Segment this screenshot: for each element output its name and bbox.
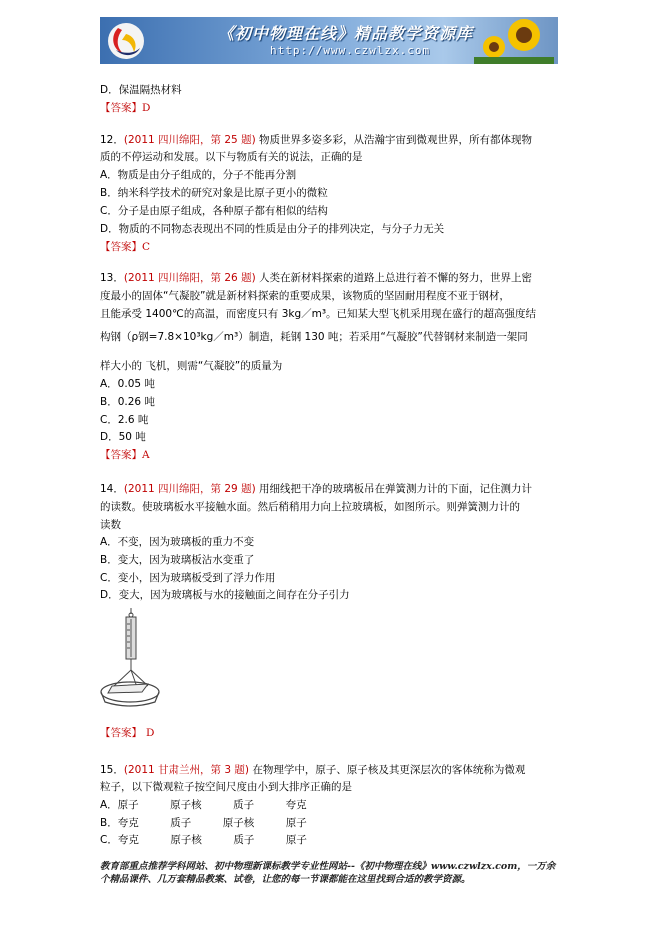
- text-line: 12．(2011 四川绵阳，第 25 题) 物质世界多姿多彩，从浩瀚宇宙到微观世界，所有都体现物: [100, 134, 533, 146]
- text-line: B．变大，因为玻璃板沾水变重了: [100, 554, 255, 566]
- text-line: D．变大，因为玻璃板与水的接触面之间存在分子引力: [100, 589, 350, 601]
- text-line: D．保温隔热材料: [100, 84, 182, 96]
- text-line: 构钢（ρ钢=7.8×10³kg／m³）制造，耗钢 130 吨；若采用“气凝胶”代替钢材来制造一架同: [100, 331, 528, 343]
- text-line: 度最小的固体“气凝胶”就是新材料探索的重要成果，该物质的坚固耐用程度不亚于钢材，: [100, 290, 510, 302]
- site-banner: [100, 17, 558, 64]
- answer-line: [100, 449, 150, 462]
- text-line: 粒子，以下微观粒子按空间尺度由小到大排序正确的是: [100, 781, 352, 793]
- text-line: C．夸克 原子核 质子 原子: [100, 834, 307, 846]
- text-line: A．原子 原子核 质子 夸克: [100, 799, 307, 811]
- page-footer: 教育部重点推荐学科网站、初中物理新课标教学专业性网站--《初中物理在线》www.czwlzx.com，一万余个精品课件、几万套精品教案、试卷，让您的每一节课都能在这里找到合适的教学资源。: [100, 861, 556, 885]
- banner-url[interactable]: http://www.czwlzx.com: [270, 44, 431, 57]
- text-line: A．0.05 吨: [100, 378, 155, 390]
- site-logo-icon: [104, 20, 148, 61]
- question-source: (2011 四川绵阳，第 26 题): [123, 272, 256, 284]
- text-line: C．分子是由原子组成，各种原子都有相似的结构: [100, 205, 328, 217]
- text-line: 读数: [100, 519, 121, 531]
- answer-label: 【答案】: [100, 727, 142, 739]
- answer-label: 【答案】: [100, 241, 142, 253]
- text-line: 质的不停运动和发展。以下与物质有关的说法，正确的是: [100, 151, 363, 163]
- text-line: 15．(2011 甘肃兰州，第 3 题) 在物理学中，原子、原子核及其更深层次的客体统称为微观: [100, 764, 526, 776]
- answer-line: [100, 102, 150, 115]
- text-line: B．夸克 质子 原子核 原子: [100, 817, 307, 829]
- question-source: (2011 四川绵阳，第 29 题): [123, 483, 256, 495]
- text-line: 14．(2011 四川绵阳，第 29 题) 用细线把干净的玻璃板吊在弹簧测力计的下面，记住测力计: [100, 483, 533, 495]
- text-line: B．纳米科学技术的研究对象是比原子更小的微粒: [100, 187, 328, 199]
- text-line: C．2.6 吨: [100, 414, 149, 426]
- text-line: 的读数。使玻璃板水平接触水面。然后稍稍用力向上拉玻璃板，如图所示。则弹簧测力计的: [100, 501, 520, 513]
- question-source: (2011 四川绵阳，第 25 题): [123, 134, 256, 146]
- answer-line: [100, 727, 154, 740]
- text-line: 13．(2011 四川绵阳，第 26 题) 人类在新材料探索的道路上总进行着不懈的努力，世界上密: [100, 272, 533, 284]
- banner-title: 《初中物理在线》精品教学资源库: [218, 24, 474, 43]
- text-line: 样大小的 飞机，则需“气凝胶”的质量为: [100, 360, 283, 372]
- text-line: A．物质是由分子组成的，分子不能再分割: [100, 169, 297, 181]
- sunflower-icon: [474, 17, 554, 64]
- text-line: 且能承受 1400℃的高温，而密度只有 3kg／m³。已知某大型飞机采用现在盛行的超高强度结: [100, 308, 537, 320]
- text-line: B．0.26 吨: [100, 396, 155, 408]
- answer-label: 【答案】: [100, 449, 142, 461]
- answer-line: [100, 241, 150, 254]
- text-line: D．50 吨: [100, 431, 146, 443]
- spring-scale-glass-plate-figure: [100, 606, 176, 710]
- answer-value: A: [142, 449, 150, 461]
- question-source: (2011 甘肃兰州，第 3 题): [123, 764, 249, 776]
- text-line: C．变小，因为玻璃板受到了浮力作用: [100, 572, 276, 584]
- answer-label: 【答案】: [100, 102, 142, 114]
- answer-value: D: [146, 727, 155, 739]
- answer-value: D: [142, 102, 151, 114]
- text-line: D．物质的不同物态表现出不同的性质是由分子的排列决定，与分子力无关: [100, 223, 445, 235]
- answer-value: C: [142, 241, 151, 253]
- text-line: A．不变，因为玻璃板的重力不变: [100, 536, 255, 548]
